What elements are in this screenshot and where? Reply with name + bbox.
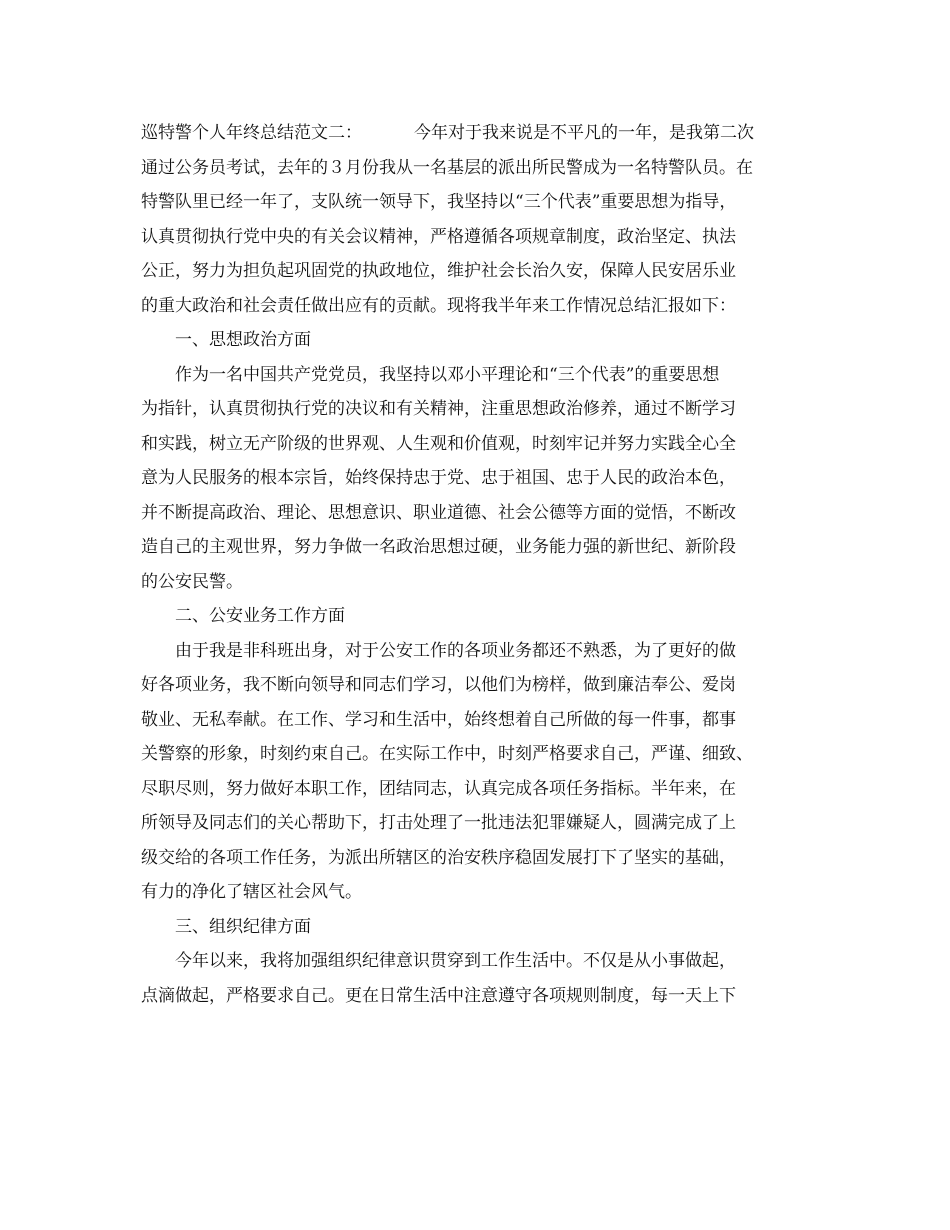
paragraph-line: 为指针，认真贯彻执行党的决议和有关精神，注重思想政治修养，通过不断学习 (141, 399, 736, 419)
intro-line: 认真贯彻执行党中央的有关会议精神，严格遵循各项规章制度，政治坚定、执法 (141, 226, 736, 247)
intro-line (141, 116, 809, 151)
paragraph-line: 好各项业务，我不断向领导和同志们学习，以他们为榜样，做到廉洁奉公、爱岗 (141, 675, 736, 695)
paragraph-line: 今年以来，我将加强组织纪律意识贯穿到工作生活中。不仅是从小事做起， (175, 951, 736, 971)
paragraph-line: 由于我是非科班出身，对于公安工作的各项业务都还不熟悉，为了更好的做 (175, 640, 736, 661)
paragraph-line: 作为一名中国共产党党员，我坚持以邓小平理论和“三个代表”的重要思想 (175, 364, 720, 385)
paragraph-line: 级交给的各项工作任务，为派出所辖区的治安秩序稳固发展打下了坚实的基础， (141, 847, 736, 868)
document-body (141, 116, 809, 1013)
paragraph-line: 和实践，树立无产阶级的世界观、人生观和价值观，时刻牢记并努力实践全心全 (141, 433, 736, 454)
intro-line: 通过公务员考试，去年的３月份我从一名基层的派出所民警成为一名特警队员。在 (141, 157, 753, 178)
paragraph-line: 点滴做起，严格要求自己。更在日常生活中注意遵守各项规则制度，每一天上下 (141, 985, 736, 1006)
intro-line: 的重大政治和社会责任做出应有的贡献。现将我半年来工作情况总结汇报如下： (141, 295, 736, 316)
section-heading: 二、公安业务工作方面 (175, 606, 345, 626)
document-title: 巡特警个人年终总结范文二： (141, 123, 362, 143)
section-heading: 三、组织纪律方面 (175, 916, 311, 937)
paragraph-line: 敬业、无私奉献。在工作、学习和生活中，始终想着自己所做的每一件事，都事 (141, 709, 736, 730)
paragraph-line: 造自己的主观世界，努力争做一名政治思想过硬，业务能力强的新世纪、新阶段 (141, 537, 736, 557)
intro-first-sentence: 今年对于我来说是不平凡的一年，是我第二次 (414, 123, 754, 143)
section-heading: 一、思想政治方面 (175, 330, 311, 350)
paragraph-line: 关警察的形象，时刻约束自己。在实际工作中，时刻严格要求自己，严谨、细致、 (141, 744, 753, 764)
paragraph-line: 尽职尽则，努力做好本职工作，团结同志，认真完成各项任务指标。半年来，在 (141, 778, 736, 799)
paragraph-line: 并不断提高政治、理论、思想意识、职业道德、社会公德等方面的觉悟，不断改 (141, 502, 736, 523)
paragraph-line: 有力的净化了辖区社会风气。 (141, 882, 362, 902)
paragraph-line: 意为人民服务的根本宗旨，始终保持忠于党、忠于祖国、忠于人民的政治本色， (141, 468, 736, 488)
intro-line: 特警队里已经一年了，支队统一领导下，我坚持以“三个代表”重要思想为指导， (141, 192, 737, 212)
intro-line: 公正，努力为担负起巩固党的执政地位，维护社会长治久安，保障人民安居乐业 (141, 261, 736, 281)
paragraph-line: 的公安民警。 (141, 571, 243, 592)
paragraph-line: 所领导及同志们的关心帮助下，打击处理了一批违法犯罪嫌疑人，圆满完成了上 (141, 813, 736, 833)
